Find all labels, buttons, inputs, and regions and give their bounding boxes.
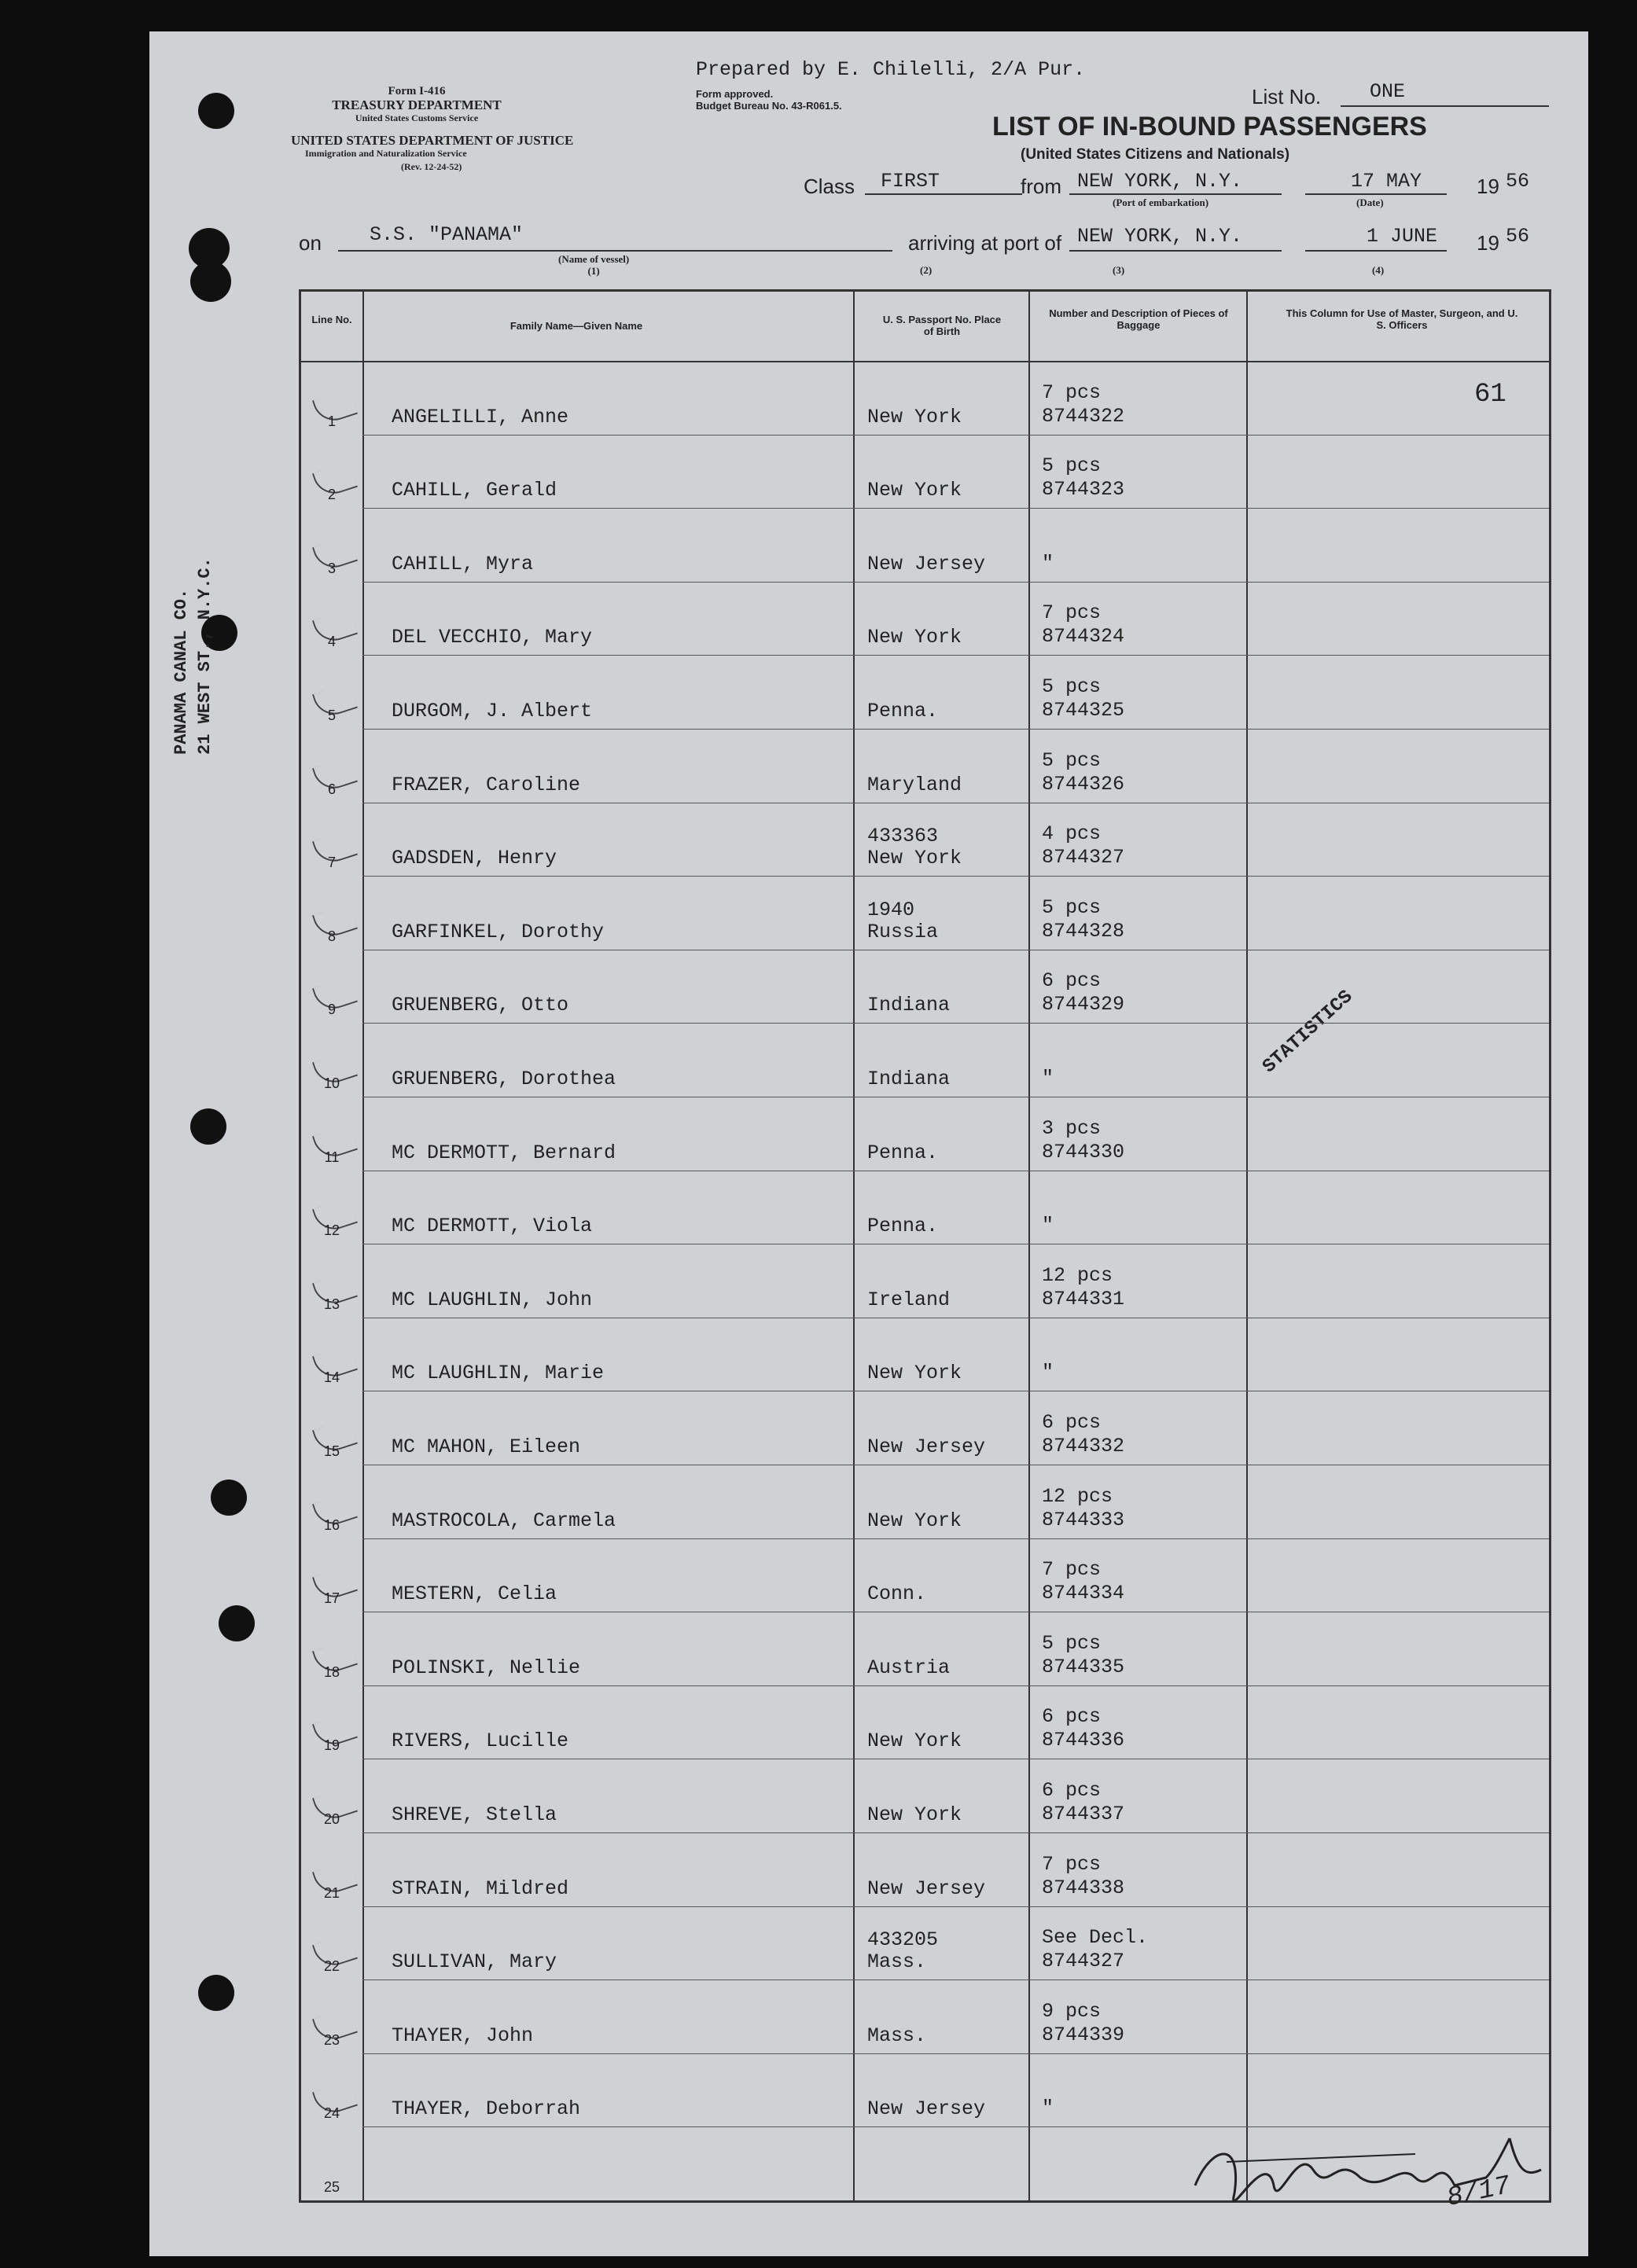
table-row bbox=[301, 1244, 1549, 1318]
baggage bbox=[1042, 552, 1223, 575]
passport-birth bbox=[867, 1510, 1032, 1532]
col-ref-1: (1) bbox=[587, 265, 600, 277]
passport-birth bbox=[867, 2025, 1032, 2047]
page-subtitle: (United States Citizens and Nationals) bbox=[1021, 146, 1290, 163]
side-stamp-line2: 21 WEST ST., N.Y.C. bbox=[195, 557, 215, 755]
line-number: 16 bbox=[323, 1516, 340, 1533]
dept-justice: UNITED STATES DEPARTMENT OF JUSTICE bbox=[291, 133, 574, 148]
arrive-year: 56 bbox=[1506, 225, 1530, 248]
baggage bbox=[1042, 822, 1223, 869]
line-number: 4 bbox=[327, 634, 336, 650]
place-of-birth: Penna. bbox=[867, 699, 939, 722]
baggage-number: 8744327 bbox=[1042, 846, 1125, 869]
place-of-birth: Austria bbox=[867, 1656, 951, 1679]
baggage bbox=[1042, 969, 1223, 1016]
place-of-birth: Mass. bbox=[867, 1950, 927, 1974]
baggage-number: 8744328 bbox=[1042, 919, 1125, 943]
baggage-pieces: 6 pcs bbox=[1042, 1410, 1102, 1434]
depart-year-prefix: 19 bbox=[1477, 175, 1499, 198]
passport-birth bbox=[867, 1068, 1032, 1090]
passport-birth bbox=[867, 700, 1032, 722]
baggage-pieces: 5 pcs bbox=[1042, 675, 1102, 698]
arrive-year-prefix: 19 bbox=[1477, 231, 1499, 255]
punch-hole bbox=[198, 1975, 234, 2011]
baggage-number: 8744329 bbox=[1042, 993, 1125, 1016]
baggage-number: 8744330 bbox=[1042, 1140, 1125, 1163]
passenger-name: DURGOM, J. Albert bbox=[392, 699, 593, 722]
punch-hole bbox=[211, 1480, 247, 1516]
baggage-number: " bbox=[1042, 1214, 1054, 1237]
baggage bbox=[1042, 1411, 1223, 1458]
table-row bbox=[301, 729, 1549, 803]
on-label: on bbox=[299, 231, 322, 255]
punch-hole bbox=[190, 261, 231, 302]
line-number: 3 bbox=[327, 560, 336, 576]
line-number: 9 bbox=[327, 1002, 336, 1018]
baggage-pieces: 5 pcs bbox=[1042, 454, 1102, 478]
class-line bbox=[865, 193, 1022, 195]
punch-hole bbox=[219, 1605, 255, 1641]
dept-treasury-sub: United States Customs Service bbox=[355, 112, 479, 123]
baggage-number: " bbox=[1042, 2097, 1054, 2120]
passport-birth bbox=[867, 1362, 1032, 1384]
place-of-birth: Indiana bbox=[867, 1067, 951, 1090]
form-approved bbox=[696, 88, 842, 112]
passport-birth bbox=[867, 406, 1032, 428]
side-stamp bbox=[170, 557, 217, 755]
baggage bbox=[1042, 1117, 1223, 1164]
table-row bbox=[301, 508, 1549, 582]
table-row bbox=[301, 1391, 1549, 1465]
col-head-name: Family Name—Given Name bbox=[509, 320, 643, 332]
table-row bbox=[301, 803, 1549, 877]
document-page bbox=[149, 31, 1588, 2256]
passenger-name: MASTROCOLA, Carmela bbox=[392, 1509, 616, 1532]
place-of-birth: New Jersey bbox=[867, 1877, 986, 1900]
passenger-name: THAYER, John bbox=[392, 2024, 534, 2047]
baggage-pieces: See Decl. bbox=[1042, 1926, 1149, 1950]
place-of-birth: New York bbox=[867, 1729, 962, 1753]
passport-birth bbox=[867, 480, 1032, 502]
baggage-pieces: 6 pcs bbox=[1042, 969, 1102, 993]
col-head-line: Line No. bbox=[311, 314, 352, 325]
table-row bbox=[301, 950, 1549, 1024]
baggage bbox=[1042, 454, 1223, 502]
passport-birth bbox=[867, 1730, 1032, 1752]
passenger-name: GADSDEN, Henry bbox=[392, 847, 557, 870]
form-number: Form I-416 bbox=[388, 85, 446, 97]
col-ref-4: (4) bbox=[1372, 264, 1385, 276]
passport-birth bbox=[867, 899, 1032, 943]
passenger-name: MC LAUGHLIN, Marie bbox=[392, 1362, 605, 1385]
line-number: 23 bbox=[323, 2031, 340, 2048]
vessel-line bbox=[338, 250, 892, 252]
baggage-pieces: 4 pcs bbox=[1042, 822, 1102, 846]
from-value: NEW YORK, N.Y. bbox=[1077, 170, 1243, 193]
passenger-name: CAHILL, Myra bbox=[392, 552, 534, 575]
baggage-number: 8744335 bbox=[1042, 1655, 1125, 1678]
line-number: 10 bbox=[323, 1075, 340, 1091]
passport-birth bbox=[867, 1583, 1032, 1605]
passenger-name: GRUENBERG, Dorothea bbox=[392, 1067, 616, 1090]
place-of-birth: New York bbox=[867, 479, 962, 502]
passenger-table bbox=[299, 289, 1551, 2203]
statistics-stamp: STATISTICS bbox=[1259, 986, 1358, 1079]
passenger-name: SHREVE, Stella bbox=[392, 1803, 557, 1826]
baggage bbox=[1042, 381, 1223, 428]
arrive-date-line bbox=[1305, 250, 1447, 252]
table-row bbox=[301, 1097, 1549, 1171]
side-stamp-line1: PANAMA CANAL CO. bbox=[171, 588, 191, 755]
baggage-number: 8744338 bbox=[1042, 1876, 1125, 1899]
passport-birth bbox=[867, 1289, 1032, 1311]
table-row bbox=[301, 1465, 1549, 1538]
place-of-birth: Conn. bbox=[867, 1582, 927, 1606]
vessel-name: S.S. "PANAMA" bbox=[370, 223, 524, 246]
punch-hole bbox=[190, 1108, 226, 1145]
place-of-birth: New York bbox=[867, 405, 962, 428]
passenger-name: ANGELILLI, Anne bbox=[392, 405, 569, 428]
table-row bbox=[301, 1979, 1549, 2053]
line-number: 18 bbox=[323, 1663, 340, 1680]
baggage-number: 8744323 bbox=[1042, 478, 1125, 502]
baggage-number: 8744325 bbox=[1042, 698, 1125, 722]
baggage-pieces: 3 pcs bbox=[1042, 1116, 1102, 1140]
dept-treasury: TREASURY DEPARTMENT bbox=[332, 97, 502, 112]
line-number: 6 bbox=[327, 781, 336, 797]
port-embark-caption: (Port of embarkation) bbox=[1113, 197, 1209, 208]
table-row bbox=[301, 1318, 1549, 1391]
baggage-number: 8744332 bbox=[1042, 1434, 1125, 1457]
table-row bbox=[301, 1759, 1549, 1832]
line-number: 17 bbox=[323, 1590, 340, 1607]
baggage bbox=[1042, 1558, 1223, 1605]
passenger-name: MC LAUGHLIN, John bbox=[392, 1288, 593, 1311]
page-title: LIST OF IN-BOUND PASSENGERS bbox=[992, 112, 1427, 142]
passenger-name: MC DERMOTT, Viola bbox=[392, 1215, 593, 1238]
list-no-line bbox=[1341, 105, 1549, 107]
line-number: 2 bbox=[327, 487, 336, 503]
passenger-name: POLINSKI, Nellie bbox=[392, 1656, 581, 1679]
vessel-caption bbox=[558, 253, 629, 277]
baggage-number: " bbox=[1042, 1066, 1054, 1090]
baggage-number: 8744333 bbox=[1042, 1508, 1125, 1531]
passport-birth bbox=[867, 774, 1032, 796]
form-revision: (Rev. 12-24-52) bbox=[401, 161, 462, 172]
place-of-birth: New York bbox=[867, 1362, 962, 1385]
budget-bureau: Budget Bureau No. 43-R061.5. bbox=[696, 100, 842, 112]
baggage-pieces: 7 pcs bbox=[1042, 1558, 1102, 1582]
line-number: 24 bbox=[323, 2105, 340, 2122]
passport-birth bbox=[867, 1142, 1032, 1164]
baggage-number: 8744326 bbox=[1042, 772, 1125, 796]
passenger-name: CAHILL, Gerald bbox=[392, 479, 557, 502]
passport-birth bbox=[867, 1657, 1032, 1679]
baggage-pieces: 7 pcs bbox=[1042, 1852, 1102, 1876]
passport-birth bbox=[867, 627, 1032, 649]
passport-number: 433205 bbox=[867, 1928, 939, 1952]
baggage bbox=[1042, 675, 1223, 722]
from-label: from bbox=[1021, 175, 1061, 198]
baggage-pieces: 7 pcs bbox=[1042, 601, 1102, 625]
passport-birth bbox=[867, 1436, 1032, 1458]
punch-hole bbox=[198, 93, 234, 129]
table-row bbox=[301, 1023, 1549, 1097]
baggage bbox=[1042, 1853, 1223, 1900]
place-of-birth: Penna. bbox=[867, 1141, 939, 1164]
from-line bbox=[1069, 193, 1282, 195]
list-no-label: List No. bbox=[1252, 85, 1322, 108]
table-row bbox=[301, 1538, 1549, 1612]
form-header-left bbox=[275, 85, 558, 125]
place-of-birth: New York bbox=[867, 1803, 962, 1826]
table-row bbox=[301, 1171, 1549, 1244]
baggage-pieces: 6 pcs bbox=[1042, 1705, 1102, 1729]
officer-signature bbox=[1179, 2075, 1588, 2256]
place-of-birth: Indiana bbox=[867, 994, 951, 1017]
baggage-number: " bbox=[1042, 1361, 1054, 1384]
place-of-birth: New Jersey bbox=[867, 552, 986, 575]
passenger-name: MC DERMOTT, Bernard bbox=[392, 1141, 616, 1164]
passenger-name: SULLIVAN, Mary bbox=[392, 1950, 557, 1974]
baggage-pieces: 5 pcs bbox=[1042, 748, 1102, 772]
baggage bbox=[1042, 1779, 1223, 1826]
table-row bbox=[301, 1906, 1549, 1980]
baggage-pieces: 5 pcs bbox=[1042, 895, 1102, 919]
baggage bbox=[1042, 1361, 1223, 1384]
dept-justice-sub: Immigration and Naturalization Service bbox=[305, 148, 467, 159]
col-head-passport: U. S. Passport No. Place of Birth bbox=[882, 314, 1002, 337]
passport-birth bbox=[867, 2098, 1032, 2120]
depart-date: 17 MAY bbox=[1351, 170, 1422, 193]
col-head-officers: This Column for Use of Master, Surgeon, and U. S. Officers bbox=[1286, 307, 1518, 331]
arrive-port-line bbox=[1069, 250, 1282, 252]
baggage-pieces: 12 pcs bbox=[1042, 1263, 1113, 1287]
vessel-caption-text: (Name of vessel) bbox=[558, 253, 630, 265]
baggage-number: 8744339 bbox=[1042, 2023, 1125, 2046]
table-row bbox=[301, 361, 1549, 435]
passenger-name: THAYER, Deborrah bbox=[392, 2097, 581, 2121]
place-of-birth: New Jersey bbox=[867, 2097, 986, 2121]
place-of-birth: New York bbox=[867, 626, 962, 649]
baggage-number: 8744334 bbox=[1042, 1582, 1125, 1605]
baggage-pieces: 6 pcs bbox=[1042, 1778, 1102, 1802]
baggage-pieces: 12 pcs bbox=[1042, 1484, 1113, 1508]
place-of-birth: Russia bbox=[867, 920, 939, 943]
signature-note: 8/17 bbox=[1444, 2171, 1514, 2215]
line-number: 7 bbox=[327, 855, 336, 871]
depart-date-line bbox=[1305, 193, 1447, 195]
baggage bbox=[1042, 1264, 1223, 1311]
line-number: 1 bbox=[327, 413, 336, 429]
passenger-name: MC MAHON, Eileen bbox=[392, 1435, 581, 1458]
baggage-pieces: 5 pcs bbox=[1042, 1631, 1102, 1655]
place-of-birth: New York bbox=[867, 847, 962, 870]
baggage bbox=[1042, 1067, 1223, 1090]
line-number: 25 bbox=[323, 2178, 340, 2195]
line-number: 13 bbox=[323, 1296, 340, 1312]
place-of-birth: Penna. bbox=[867, 1215, 939, 1238]
passenger-name: MESTERN, Celia bbox=[392, 1582, 557, 1606]
line-number: 11 bbox=[324, 1149, 340, 1165]
passenger-name: GRUENBERG, Otto bbox=[392, 994, 569, 1017]
line-number: 22 bbox=[323, 1958, 340, 1975]
date-caption: (Date) bbox=[1356, 197, 1384, 208]
baggage-number: 8744327 bbox=[1042, 1950, 1125, 1973]
arrive-date: 1 JUNE bbox=[1367, 225, 1438, 248]
table-row bbox=[301, 1832, 1549, 1906]
depart-year: 56 bbox=[1506, 170, 1530, 193]
place-of-birth: Maryland bbox=[867, 773, 962, 796]
class-label: Class bbox=[804, 175, 855, 198]
line-number: 20 bbox=[323, 1810, 340, 1827]
table-row bbox=[301, 1612, 1549, 1685]
class-value: FIRST bbox=[881, 170, 940, 193]
passport-birth bbox=[867, 1215, 1032, 1237]
baggage bbox=[1042, 1705, 1223, 1752]
passport-birth bbox=[867, 1878, 1032, 1900]
table-row bbox=[301, 876, 1549, 950]
prepared-by: Prepared by E. Chilelli, 2/A Pur. bbox=[696, 58, 1086, 81]
passport-birth bbox=[867, 825, 1032, 869]
table-row bbox=[301, 582, 1549, 656]
passport-birth bbox=[867, 553, 1032, 575]
col-ref-2: (2) bbox=[920, 264, 933, 276]
place-of-birth: New Jersey bbox=[867, 1435, 986, 1458]
place-of-birth: Mass. bbox=[867, 2024, 927, 2047]
place-of-birth: Ireland bbox=[867, 1288, 951, 1311]
baggage bbox=[1042, 1485, 1223, 1532]
approved-label: Form approved. bbox=[696, 88, 774, 100]
baggage bbox=[1042, 896, 1223, 943]
passport-number: 433363 bbox=[867, 825, 939, 848]
officer-note: 61 bbox=[1474, 380, 1506, 410]
col-ref-3: (3) bbox=[1113, 264, 1125, 276]
baggage bbox=[1042, 1926, 1223, 1973]
passport-birth bbox=[867, 994, 1032, 1016]
baggage bbox=[1042, 601, 1223, 649]
baggage bbox=[1042, 749, 1223, 796]
line-number: 15 bbox=[323, 1443, 340, 1459]
baggage-pieces: 7 pcs bbox=[1042, 380, 1102, 404]
baggage-number: 8744322 bbox=[1042, 404, 1125, 428]
arriving-label: arriving at port of bbox=[908, 231, 1062, 255]
baggage-number: 8744337 bbox=[1042, 1802, 1125, 1825]
baggage bbox=[1042, 1214, 1223, 1237]
form-header-justice bbox=[291, 134, 645, 174]
table-row bbox=[301, 1685, 1549, 1759]
baggage-number: 8744336 bbox=[1042, 1729, 1125, 1752]
passport-number: 1940 bbox=[867, 898, 915, 921]
line-number: 19 bbox=[323, 1737, 340, 1754]
passport-birth bbox=[867, 1929, 1032, 1973]
list-no-value: ONE bbox=[1370, 80, 1406, 103]
line-number: 8 bbox=[327, 928, 336, 944]
baggage-number: " bbox=[1042, 551, 1054, 575]
baggage-pieces: 9 pcs bbox=[1042, 1999, 1102, 2023]
baggage bbox=[1042, 1632, 1223, 1679]
line-number: 14 bbox=[323, 1369, 340, 1386]
passenger-name: RIVERS, Lucille bbox=[392, 1729, 569, 1753]
baggage-number: 8744324 bbox=[1042, 625, 1125, 649]
passenger-name: FRAZER, Caroline bbox=[392, 773, 581, 796]
passenger-name: GARFINKEL, Dorothy bbox=[392, 920, 605, 943]
passenger-name: DEL VECCHIO, Mary bbox=[392, 626, 593, 649]
line-number: 21 bbox=[323, 1884, 340, 1901]
table-row bbox=[301, 655, 1549, 729]
passport-birth bbox=[867, 1804, 1032, 1826]
line-number: 5 bbox=[327, 707, 336, 723]
baggage-number: 8744331 bbox=[1042, 1287, 1125, 1310]
arrive-port: NEW YORK, N.Y. bbox=[1077, 225, 1243, 248]
col-head-baggage: Number and Description of Pieces of Baggage bbox=[1049, 307, 1228, 331]
place-of-birth: New York bbox=[867, 1509, 962, 1532]
table-row bbox=[301, 435, 1549, 509]
line-number: 12 bbox=[323, 1222, 340, 1239]
passenger-name: STRAIN, Mildred bbox=[392, 1877, 569, 1900]
baggage bbox=[1042, 2000, 1223, 2047]
